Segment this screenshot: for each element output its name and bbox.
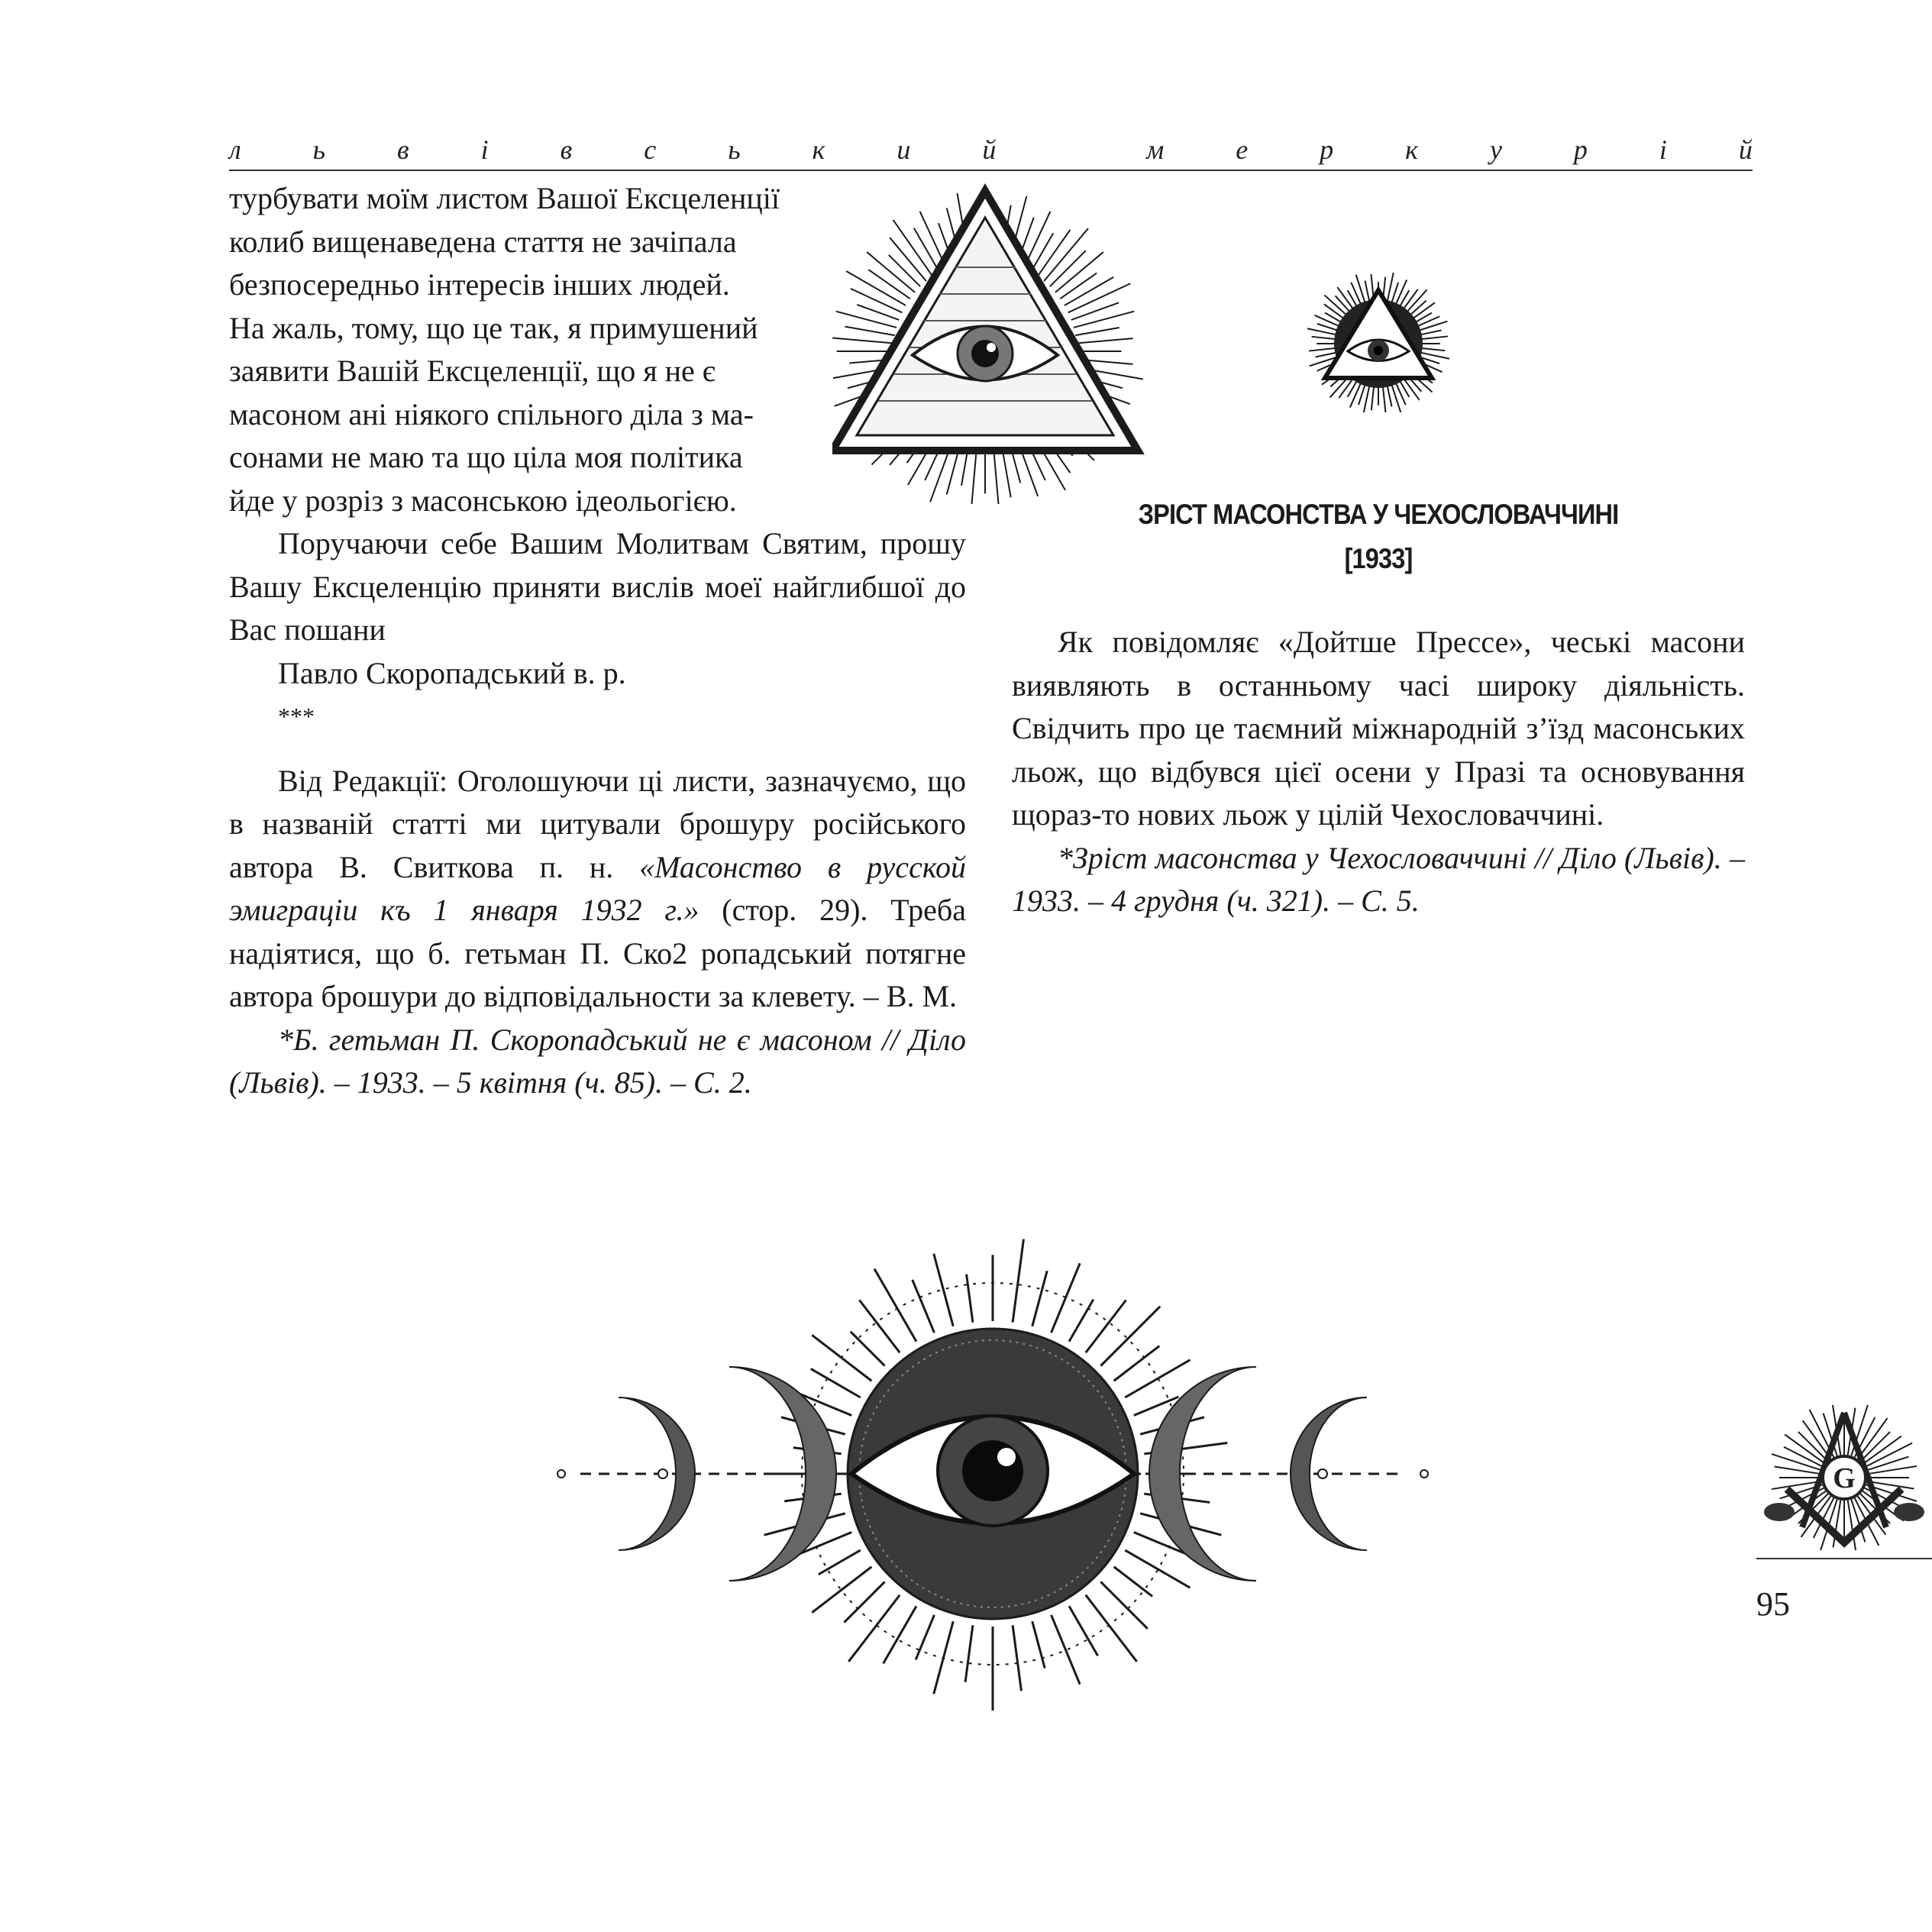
running-head-letter: й (1738, 134, 1753, 165)
body-line: масоном ані ніякого спільного діла з ма- (229, 396, 754, 431)
signature: Павло Скоропадський в. р. (278, 655, 626, 690)
running-head-letter: і (480, 134, 489, 165)
book-title: «Масонство в русской эмиграціи къ 1 января 1932 г.» (229, 849, 967, 927)
body-line: турбувати моїм листом Вашої Ексцеленції (229, 181, 780, 215)
running-head-space (1068, 134, 1074, 166)
body-line: безпосередньо інтересів інших людей. (229, 267, 730, 302)
citation: *Зріст масонства у Чехословаччині // Діло (Львів). – 1933. – 4 грудня (ч. 321). – С. 5. (1012, 840, 1745, 918)
running-head-letter: м (1146, 134, 1165, 165)
running-head-letter: л (229, 134, 241, 165)
citation: *Б. гетьман П. Скоропадський не є масоном // Діло (Львів). – 1933. – 5 квітня (ч. 85). – С. 2. (229, 1022, 966, 1100)
editor-note-text: (стор. 29). Треба надіятися, що б. гетьман П. Ско2 ропадський потягне автора брошури до відповідальности за клевету. – В. М. (229, 893, 966, 1013)
body-line: заявити Вашій Ексцеленції, що я не є (229, 354, 716, 388)
running-head-letter: р (1320, 134, 1334, 165)
eye-moon-phases-icon (535, 1229, 1451, 1718)
running-head-letter: е (1236, 134, 1249, 165)
running-head-letter: і (1659, 134, 1667, 165)
running-head-letter: с (644, 134, 657, 165)
left-column (229, 177, 966, 1105)
body-line: колиб вищенаведена стаття не зачіпала (229, 224, 737, 259)
article-title: ЗРІСТ МАСОНСТВА У ЧЕХОСЛОВАЧЧИНІ (1138, 499, 1619, 530)
body-line: сонами не маю та що ціла моя політика (229, 440, 743, 474)
svg-text:G: G (1833, 1462, 1856, 1494)
running-head-letter: р (1573, 134, 1588, 165)
running-head-letter: и (897, 134, 911, 165)
running-head-letter: к (812, 134, 825, 165)
separator: *** (278, 703, 315, 730)
running-head-letter: й (982, 134, 997, 165)
running-head-letter: к (1405, 134, 1418, 165)
running-head-letter: в (397, 134, 409, 165)
editor-note (229, 760, 966, 1019)
corner-rule (1756, 1558, 1932, 1559)
page-number: 95 (1756, 1585, 1790, 1623)
running-head-letter: у (1489, 134, 1502, 165)
running-head-letter: ь (312, 134, 326, 165)
running-head-letter: ь (728, 134, 741, 165)
running-head-letter: в (560, 134, 573, 165)
pyramid-eye-small-icon (1302, 260, 1455, 412)
article-paragraph: Як повідомляє «Дойтше Прессе», чеські масони виявляють в останньому часі широку діяльність. Свідчить про це таємний міжнародній з’їзд масонських льож, що відбувся цієї осени у Празі та основування щораз-то нових льож у цілій Чехословаччині. (1012, 625, 1745, 832)
editor-note-text: Від Редакції: Оголошуючи ці листи, зазначуємо, що в названій статті ми цитували брошуру російського автора В. Свиткова п. н. (229, 763, 966, 884)
article-year: [1933] (1344, 543, 1413, 574)
article-body (1012, 621, 1745, 923)
running-head (229, 130, 1753, 170)
right-column (1012, 493, 1745, 923)
closing-paragraph: Поручаючи себе Вашим Молитвам Святим, прошу Вашу Ексцеленцію приняти вислів моеї найглибшої до Вас пошани (229, 526, 966, 647)
header-rule (229, 170, 1753, 171)
body-line: На жаль, тому, що це так, я примушений (229, 310, 758, 345)
body-line: йде у розріз з масонською ідеольогією. (229, 483, 737, 518)
square-compass-icon (1756, 1397, 1932, 1558)
